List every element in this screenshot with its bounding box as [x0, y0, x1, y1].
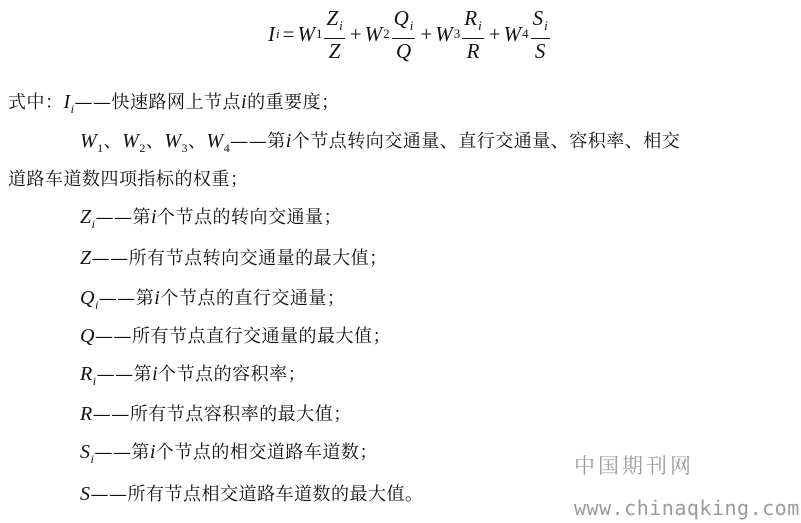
intro-var: I: [63, 91, 71, 113]
formula-lhs: I: [268, 21, 275, 46]
w2: W: [122, 130, 140, 152]
def-post: 个节点的相交道路车道数；: [155, 442, 378, 463]
def-var: Z: [80, 206, 92, 228]
weight-w3-sub: 3: [453, 26, 461, 41]
fraction-q: [392, 7, 416, 62]
equals-sign: =: [282, 21, 295, 46]
frac-r-den: R: [466, 38, 480, 63]
w1-sub: 1: [97, 141, 104, 155]
def-pre: ——所有节点容积率的最大值；: [92, 404, 352, 425]
frac-q-den: Q: [395, 38, 412, 63]
w2-sub: 2: [139, 141, 146, 155]
frac-r-num-sub: i: [478, 17, 482, 33]
fraction-r: [462, 7, 483, 62]
watermark-url: www.chinaqking.com: [574, 496, 800, 520]
watermark-cn: 中国期刊网: [574, 454, 694, 478]
frac-q-num-sub: i: [409, 17, 414, 33]
separator: 、: [103, 131, 123, 152]
def-post: 个节点的转向交通量；: [157, 207, 343, 228]
separator: 、: [188, 131, 207, 152]
weight-w1: W: [297, 21, 315, 46]
weights-line: [80, 127, 680, 156]
def-line: [80, 284, 345, 313]
def-line: [80, 400, 352, 426]
def-post: 个节点的容积率；: [158, 364, 307, 385]
def-line: [80, 438, 378, 467]
frac-s-num-sub: i: [544, 17, 548, 33]
formula: [268, 6, 552, 62]
fraction-s: [531, 7, 550, 62]
plus-sign: +: [349, 21, 362, 46]
def-pre: ——所有节点转向交通量的最大值；: [91, 248, 388, 269]
separator: 、: [145, 131, 165, 152]
def-var: R: [80, 363, 93, 385]
plus-sign: +: [420, 21, 433, 46]
def-line: [80, 322, 391, 348]
def-var: Q: [80, 325, 95, 347]
def-pre: ——所有节点直行交通量的最大值；: [94, 326, 391, 347]
weight-w3: W: [435, 21, 453, 46]
frac-z-num-sub: i: [339, 17, 343, 33]
def-line: [80, 244, 388, 270]
w4: W: [206, 130, 224, 152]
def-line: [80, 203, 342, 232]
def-var: Z: [80, 247, 92, 269]
weight-w4: W: [503, 21, 522, 46]
def-var-sub: i: [94, 298, 99, 312]
intro-text2: 的重要度；: [247, 92, 340, 113]
def-line: [80, 480, 424, 506]
frac-r-num: R: [464, 5, 478, 30]
weight-w2-sub: 2: [383, 26, 390, 41]
w1: W: [80, 130, 98, 152]
intro-text: ——快速路网上节点: [74, 92, 242, 113]
def-i: i: [150, 206, 158, 228]
def-post: 个节点的直行交通量；: [160, 288, 346, 309]
weight-w4-sub: 4: [522, 26, 529, 41]
def-var: Q: [80, 287, 95, 309]
def-var-sub: i: [91, 217, 96, 231]
weights-text2: 个节点转向交通量、直行交通量、容积率、相交: [291, 131, 681, 152]
def-pre: ——第: [98, 288, 155, 309]
fraction-z: [324, 7, 344, 62]
weights-cont-text: 道路车道数四项指标的权重；: [8, 169, 249, 190]
def-pre: ——所有节点相交道路车道数的最大值。: [90, 484, 424, 505]
intro-i: i: [241, 91, 248, 113]
def-pre: ——第: [96, 364, 153, 385]
frac-s-num: S: [532, 5, 544, 30]
def-i: i: [154, 287, 161, 309]
def-var: S: [80, 483, 91, 505]
w4-sub: 4: [223, 141, 231, 155]
weight-w1-sub: 1: [315, 26, 323, 41]
def-i: i: [149, 441, 156, 463]
frac-z-num: Z: [326, 5, 339, 30]
intro-var-sub: i: [70, 102, 75, 116]
w3-sub: 3: [181, 141, 189, 155]
def-pre: ——第: [95, 207, 151, 228]
intro-line: [8, 88, 340, 117]
def-var-sub: i: [92, 374, 97, 388]
frac-s-den: S: [534, 38, 546, 63]
weight-w2: W: [364, 21, 383, 46]
def-var: R: [80, 403, 93, 425]
formula-lhs-sub: i: [276, 26, 280, 41]
plus-sign: +: [488, 21, 501, 46]
weights-text: ——第: [230, 131, 286, 152]
w3: W: [164, 130, 182, 152]
def-var: S: [80, 441, 91, 463]
intro-prefix: 式中：: [8, 92, 64, 113]
def-var-sub: i: [90, 452, 95, 466]
frac-q-num: Q: [393, 5, 409, 30]
weights-continuation: [8, 165, 249, 191]
def-i: i: [152, 363, 159, 385]
def-pre: ——第: [94, 442, 150, 463]
frac-z-den: Z: [328, 38, 341, 63]
def-line: [80, 360, 306, 389]
weights-i: i: [285, 130, 292, 152]
